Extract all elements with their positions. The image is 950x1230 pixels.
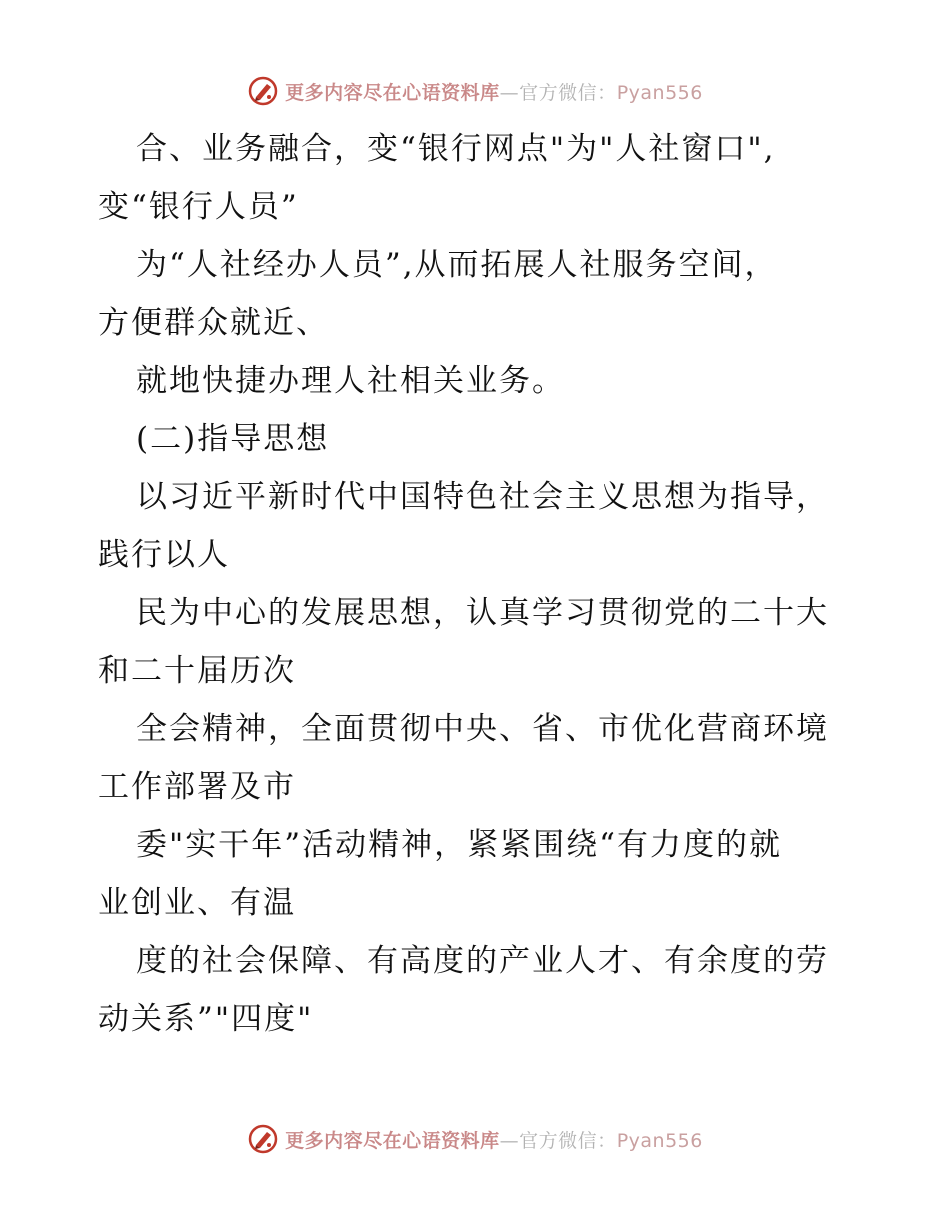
body-line: 变“银行人员” xyxy=(98,189,299,225)
watermark-contact-label: 官方微信： xyxy=(519,81,617,104)
pen-seal-icon xyxy=(247,75,279,107)
watermark-handle: Pyan556 xyxy=(616,1129,703,1152)
body-line: 委"实干年”活动精神，紧紧围绕“有力度的就 xyxy=(136,827,782,863)
watermark-brand: 更多内容尽在心语资料库 xyxy=(285,1129,500,1152)
watermark-contact-label: 官方微信： xyxy=(519,1129,617,1152)
body-line: 度的社会保障、有高度的产业人才、有余度的劳 xyxy=(136,943,829,979)
body-line: 为“人社经办人员”,从而拓展人社服务空间， xyxy=(136,247,778,283)
watermark-handle: Pyan556 xyxy=(616,81,703,104)
watermark-text xyxy=(285,78,703,105)
pen-seal-icon xyxy=(247,1123,279,1155)
body-line: 和二十届历次 xyxy=(98,653,296,689)
section-heading: (二)指导思想 xyxy=(136,421,330,457)
watermark-text xyxy=(285,1126,703,1153)
body-line: 就地快捷办理人社相关业务。 xyxy=(136,363,565,399)
body-line: 民为中心的发展思想，认真学习贯彻党的二十大 xyxy=(136,595,829,631)
watermark-separator: — xyxy=(499,1129,520,1152)
body-line: 以习近平新时代中国特色社会主义思想为指导， xyxy=(136,479,829,515)
document-body xyxy=(98,120,858,1048)
footer-watermark xyxy=(0,1122,950,1156)
body-line: 践行以人 xyxy=(98,537,230,573)
body-line: 方便群众就近、 xyxy=(98,305,329,341)
watermark-separator: — xyxy=(499,81,520,104)
body-line: 动关系”"四度" xyxy=(98,1001,314,1037)
body-line: 业创业、有温 xyxy=(98,885,296,921)
header-watermark xyxy=(0,74,950,108)
body-line: 全会精神，全面贯彻中央、省、市优化营商环境 xyxy=(136,711,829,747)
body-line: 工作部署及市 xyxy=(98,769,296,805)
body-line: 合、业务融合，变“银行网点"为"人社窗口", xyxy=(136,131,776,167)
watermark-brand: 更多内容尽在心语资料库 xyxy=(285,81,500,104)
